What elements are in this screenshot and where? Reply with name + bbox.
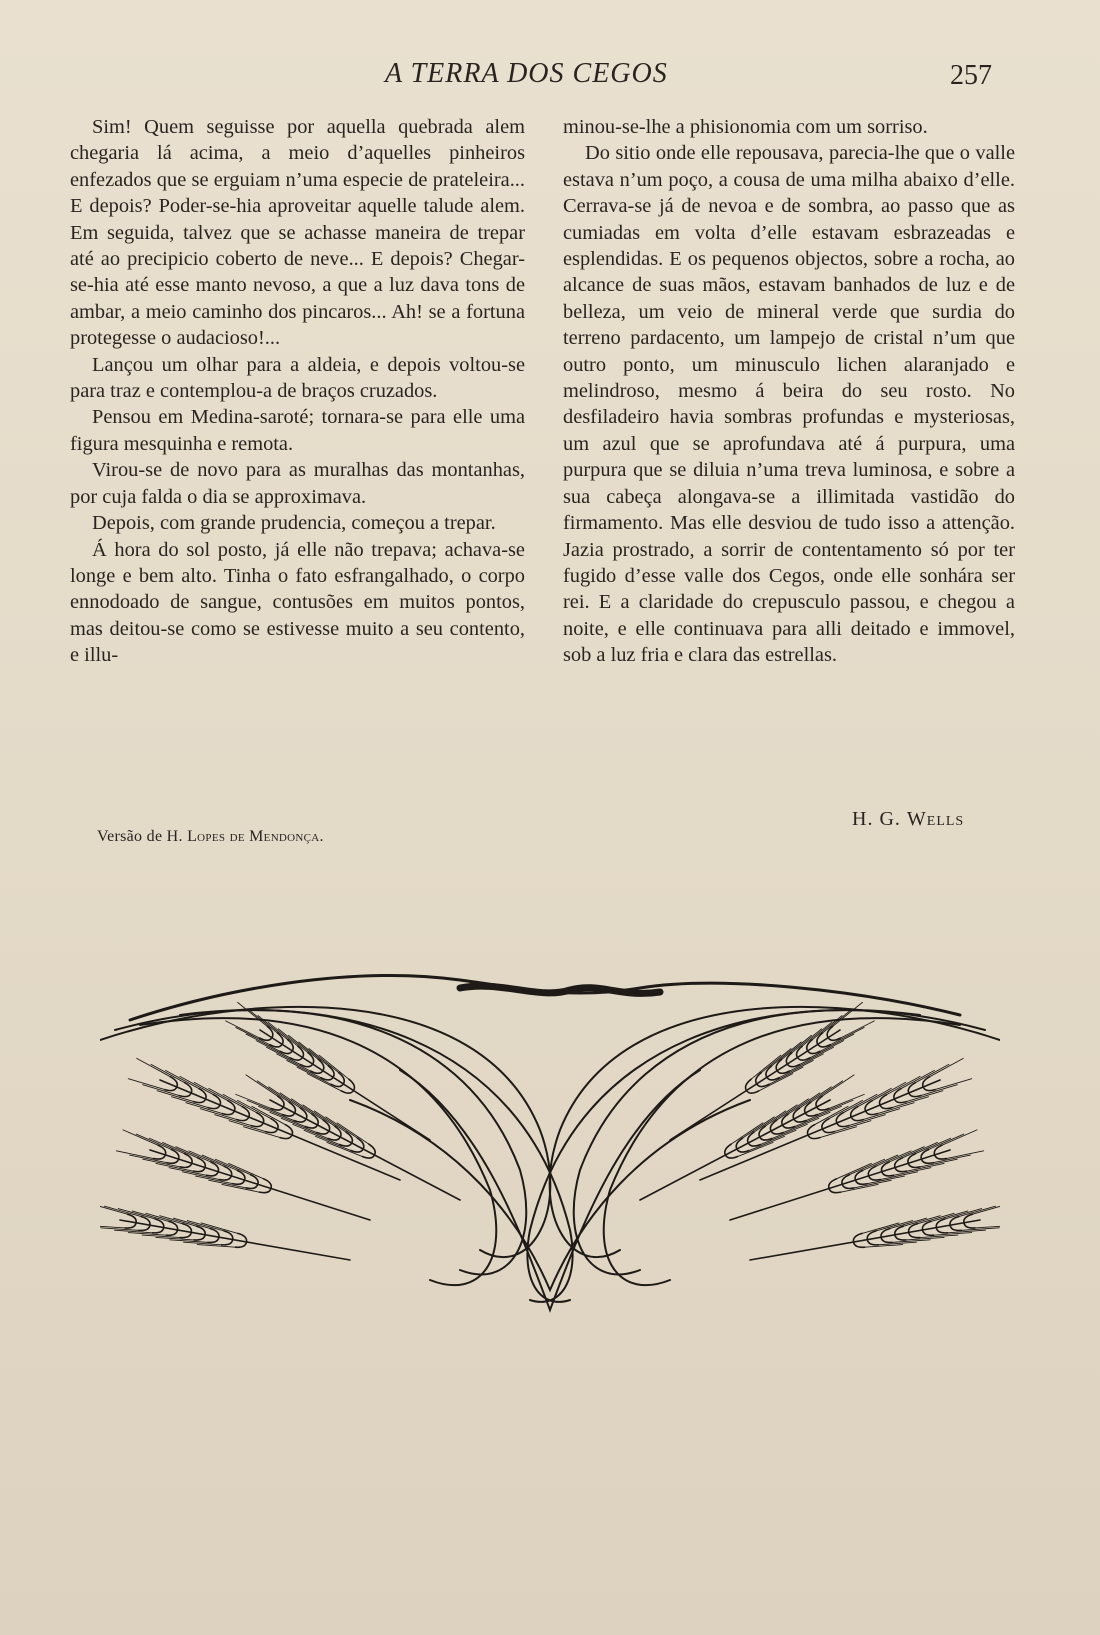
- wheat-awn: [772, 1124, 807, 1138]
- wheat-grain: [794, 1119, 806, 1122]
- wheat-awn: [779, 1060, 813, 1077]
- wheat-awn: [156, 1237, 194, 1240]
- wheat-grain: [895, 1168, 907, 1172]
- wheat-stem: [260, 1030, 430, 1140]
- wheat-awn: [945, 1209, 982, 1219]
- wheat-grain: [139, 1225, 150, 1230]
- wheat-grain: [222, 1240, 233, 1245]
- paragraph: Pensou em Medina-saroté; tornara-se para elle uma figura mesquinha e remota.: [70, 406, 525, 455]
- wheat-awn: [187, 1221, 224, 1231]
- wheat-awn: [934, 1233, 972, 1236]
- wheat-grain: [154, 1155, 166, 1159]
- wheat-awn: [142, 1235, 180, 1238]
- wheat-grain: [895, 1235, 906, 1240]
- wheat-awn: [287, 1060, 321, 1077]
- wheat-awn: [872, 1082, 906, 1100]
- translator-name: Lopes de Mendonça.: [187, 828, 324, 845]
- wheat-grain: [246, 1184, 258, 1188]
- wheat-awn: [277, 1054, 311, 1071]
- ornament-arc: [574, 1010, 985, 1274]
- wheat-grain: [235, 1242, 246, 1247]
- wheat-grain: [726, 1155, 738, 1158]
- author-attribution: [852, 808, 964, 831]
- paragraph: Virou-se de novo para as muralhas das montanhas, por cuja falda o dia se approximava.: [70, 459, 525, 508]
- wheat-awn: [257, 1081, 289, 1102]
- wheat-awn: [246, 1034, 280, 1051]
- wheat-grain: [194, 1235, 205, 1240]
- wheat-awn: [173, 1218, 210, 1228]
- wheat-awn: [223, 1094, 257, 1112]
- wheat-grain: [881, 1237, 892, 1242]
- wheat-grain: [829, 1189, 841, 1193]
- wheat-awn: [137, 1058, 171, 1076]
- wheat-grain: [251, 1123, 263, 1127]
- wheat-awn: [166, 1070, 200, 1088]
- wheat-stem: [270, 1100, 460, 1200]
- wheat-grain: [331, 1084, 343, 1087]
- wheat-grain: [222, 1111, 234, 1115]
- wheat-awn: [307, 1074, 341, 1091]
- wheat-grain: [317, 1131, 329, 1134]
- wheat-awn: [892, 1240, 930, 1243]
- wheat-grain: [220, 1176, 232, 1180]
- wheat-grain: [921, 1159, 933, 1163]
- wheat-awn: [738, 1142, 773, 1156]
- wheat-grain: [748, 1143, 760, 1146]
- wheat-grain: [280, 1051, 292, 1054]
- wheat-awn: [209, 1088, 243, 1106]
- wheat-grain: [351, 1149, 363, 1152]
- wheat-grain: [908, 1163, 920, 1167]
- wheat-awn: [843, 1094, 877, 1112]
- wheat-awn: [930, 1058, 964, 1076]
- wheat-grain: [923, 1230, 934, 1235]
- wheat-awn: [136, 1134, 171, 1149]
- wheat-grain: [936, 1228, 947, 1233]
- wheat-grain: [153, 1228, 164, 1233]
- wheat-awn: [118, 1209, 155, 1219]
- wheat-grain: [818, 1044, 830, 1047]
- wheat-grain: [125, 1223, 136, 1228]
- wheat-awn: [858, 1088, 892, 1106]
- wheat-awn: [316, 1136, 351, 1150]
- wheat-awn: [769, 1067, 803, 1084]
- wheat-grain: [817, 1107, 829, 1110]
- wheat-awn: [876, 1221, 913, 1231]
- ornament-arc: [115, 1010, 526, 1274]
- wheat-grain: [909, 1232, 920, 1237]
- wheat-grain: [866, 1111, 878, 1115]
- wheat-awn: [184, 1242, 222, 1245]
- wheat-grain: [822, 1129, 834, 1133]
- wheat-awn: [201, 1223, 238, 1233]
- wheat-awn: [170, 1240, 208, 1243]
- wheat-grain: [854, 1242, 865, 1247]
- wheat-grain: [166, 1230, 177, 1235]
- wheat-awn: [238, 1002, 268, 1026]
- wheat-grain: [783, 1125, 795, 1128]
- wheat-awn: [226, 1021, 260, 1038]
- wheat-grain: [167, 1159, 179, 1163]
- wheat-awn: [878, 1242, 916, 1245]
- running-head: [0, 58, 1100, 98]
- wheat-grain: [341, 1091, 353, 1094]
- wheat-stem: [150, 1150, 370, 1220]
- translation-credit: [97, 828, 324, 846]
- credit-prefix: Versão de H.: [97, 828, 183, 845]
- wheat-awn: [917, 1213, 954, 1223]
- wheat-grain: [165, 1087, 177, 1091]
- wheat-grain: [340, 1143, 352, 1146]
- wheat-grain: [311, 1071, 323, 1074]
- page-number: 257: [950, 60, 992, 91]
- wheat-grain: [179, 1093, 191, 1097]
- wheat-awn: [160, 1216, 197, 1226]
- wheat-awn: [840, 1021, 874, 1038]
- wheat-awn: [947, 1230, 985, 1233]
- wheat-awn: [101, 1228, 139, 1231]
- paragraph: Sim! Quem seguisse por aquella quebrada alem chegaria lá acima, a meio d’aquelles pinheiros enfezados que se erguiam n’uma especie de prateleira... E depois? Poder-se-hia aproveitar aquelle talude alem. Em seguida, talvez que se achasse maneira de trepar até ao precipicio coberto de neve... E depois? Chegar-se-hia até esse manto nevoso, a que a luz dava tons de ambar, a meio caminho dos pincaros... Ah! se a fortuna protegesse o audacioso!...: [70, 116, 525, 350]
- wheat-grain: [270, 1044, 282, 1047]
- wheat-grain: [808, 1135, 820, 1139]
- wheat-grain: [294, 1119, 306, 1122]
- wheat-grain: [771, 1131, 783, 1134]
- wheat-grain: [798, 1058, 810, 1061]
- paragraph: Depois, com grande prudencia, começou a trepar.: [92, 512, 496, 535]
- wheat-awn: [961, 1228, 999, 1231]
- wheat-awn: [115, 1230, 153, 1233]
- wheat-awn: [327, 1142, 362, 1156]
- wheat-awn: [822, 1075, 854, 1096]
- wheat-stem: [730, 1150, 950, 1220]
- wheat-awn: [865, 1245, 903, 1248]
- wheat-awn: [132, 1211, 169, 1221]
- wheat-awn: [293, 1124, 328, 1138]
- wheat-grain: [894, 1099, 906, 1103]
- wheat-awn: [247, 1100, 282, 1114]
- wheat-awn: [811, 1081, 843, 1102]
- wheat-ears-ornament-icon: [100, 970, 1000, 1350]
- wheat-grain: [923, 1087, 935, 1091]
- wheat-grain: [328, 1137, 340, 1140]
- wheat-awn: [820, 1034, 854, 1051]
- wheat-awn: [146, 1213, 183, 1223]
- author-surname: Wells: [906, 808, 965, 830]
- wheat-grain: [805, 1113, 817, 1116]
- right-column: [563, 114, 1015, 669]
- wheat-awn: [749, 1136, 784, 1150]
- wheat-grain: [935, 1155, 947, 1159]
- wheat-grain: [882, 1172, 894, 1176]
- wheat-grain: [194, 1099, 206, 1103]
- author-initials: H. G.: [852, 808, 901, 830]
- wheat-awn: [246, 1075, 278, 1096]
- wheat-grain: [828, 1038, 840, 1041]
- wheat-grain: [837, 1123, 849, 1127]
- wheat-awn: [810, 1041, 844, 1058]
- paragraph: minou-se-lhe a phisionomia com um sorriso.: [563, 116, 928, 138]
- wheat-stem: [640, 1100, 830, 1200]
- wheat-grain: [869, 1176, 881, 1180]
- wheat-grain: [207, 1172, 219, 1176]
- wheat-grain: [208, 1105, 220, 1109]
- wheat-grain: [767, 1077, 779, 1080]
- wheat-grain: [260, 1038, 272, 1041]
- wheat-grain: [362, 1155, 374, 1158]
- wheat-awn: [890, 1218, 927, 1228]
- wheat-awn: [256, 1041, 290, 1058]
- wheat-awn: [151, 1064, 185, 1082]
- wheat-grain: [271, 1107, 283, 1110]
- wheat-awn: [236, 1027, 270, 1044]
- wheat-awn: [128, 1233, 166, 1236]
- wheat-grain: [737, 1149, 749, 1152]
- wheat-awn: [862, 1223, 899, 1233]
- wheat-grain: [950, 1225, 961, 1230]
- wheat-awn: [931, 1211, 968, 1221]
- wheat-grain: [760, 1137, 772, 1140]
- wheat-stem: [120, 1220, 350, 1260]
- wheat-grain: [301, 1064, 313, 1067]
- wheat-grain: [777, 1071, 789, 1074]
- wheat-grain: [266, 1129, 278, 1133]
- wheat-awn: [180, 1076, 214, 1094]
- wheat-awn: [901, 1070, 935, 1088]
- wheat-grain: [909, 1093, 921, 1097]
- wheat-grain: [808, 1051, 820, 1054]
- wheat-awn: [887, 1076, 921, 1094]
- wheat-grain: [180, 1163, 192, 1167]
- wheat-awn: [830, 1027, 864, 1044]
- wheat-awn: [946, 1151, 983, 1159]
- wheat-stem: [750, 1220, 980, 1260]
- wheat-grain: [851, 1117, 863, 1121]
- wheat-awn: [194, 1082, 228, 1100]
- wheat-awn: [929, 1134, 964, 1149]
- wheat-grain: [208, 1237, 219, 1242]
- wheat-awn: [942, 1130, 977, 1145]
- wheat-awn: [799, 1047, 833, 1064]
- wheat-awn: [817, 1100, 852, 1114]
- wheat-grain: [305, 1125, 317, 1128]
- wheat-awn: [906, 1237, 944, 1240]
- wheat-awn: [123, 1130, 158, 1145]
- wheat-awn: [116, 1151, 153, 1159]
- wheat-grain: [842, 1184, 854, 1188]
- wheat-awn: [789, 1054, 823, 1071]
- paragraph: Á hora do sol posto, já elle não trepava; achava-se longe e bem alto. Tinha o fato esfrangalhado, o corpo ennodoado de sangue, contusões em muitos pontos, mas deitou-se como se estivesse muito a seu contento, e illu-: [70, 538, 525, 667]
- wheat-grain: [290, 1058, 302, 1061]
- wheat-awn: [915, 1064, 949, 1082]
- running-title: A TERRA DOS CEGOS: [385, 58, 668, 89]
- ornament-top-band-thick: [460, 986, 660, 993]
- wheat-grain: [747, 1091, 759, 1094]
- wheat-awn: [104, 1206, 141, 1216]
- wheat-awn: [904, 1216, 941, 1226]
- wheat-grain: [283, 1113, 295, 1116]
- wheat-awn: [197, 1245, 235, 1248]
- wheat-grain: [237, 1117, 249, 1121]
- paragraph: Do sitio onde elle repousava, parecia-lhe que o valle estava n’um poço, a cousa de uma milha abaixo d’elle. Cerrava-se já de nevoa e de sombra, ao passo que as cumiadas em volta d’elle estavam esbrazeadas e esplendidas. E os pequenos objectos, sobre a rocha, ao alcance de suas mãos, estavam banhados de luz e de belleza, um veio de mineral verde que surdia do terreno pardacento, um lampejo de cristal n’um que outro ponto, um minusculo lichen alaranjado e melindroso, mesmo á beira do seu rosto. No desfiladeiro havia sombras profundas e mysteriosas, um azul que se aprofundava até á purpura, uma purpura que se diluia n’uma treva luminosa, e sobre a sua cabeça alongava-se a illimitada vastidão do firmamento. Mas elle desviou de tudo isso a attenção. Jazia prostrado, a sorrir de contentamento só por ter fugido d’esse valle dos Cegos, onde elle sonhára ser rei. E a claridade do crepusculo passou, e chegou a noite, e elle continuava para alli deitado e immovel, sob a luz fria e clara das estrellas.: [563, 142, 1015, 667]
- wheat-grain: [757, 1084, 769, 1087]
- wheat-awn: [297, 1067, 331, 1084]
- wheat-grain: [880, 1105, 892, 1109]
- wheat-awn: [266, 1047, 300, 1064]
- wheat-grain: [180, 1232, 191, 1237]
- wheat-grain: [259, 1189, 271, 1193]
- wheat-grain: [280, 1135, 292, 1139]
- paragraph: Lançou um olhar para a aldeia, e depois voltou-se para traz e contemplou-a de braços cruzados.: [70, 353, 525, 403]
- wheat-awn: [759, 1074, 793, 1091]
- wheat-grain: [855, 1180, 867, 1184]
- wheat-grain: [867, 1240, 878, 1245]
- wheat-grain: [321, 1077, 333, 1080]
- wheat-grain: [964, 1223, 975, 1228]
- wheat-grain: [233, 1180, 245, 1184]
- wheat-awn: [920, 1235, 958, 1238]
- wheat-grain: [193, 1168, 205, 1172]
- wheat-awn: [833, 1002, 863, 1026]
- wheat-stem: [670, 1030, 840, 1140]
- wheat-awn: [959, 1206, 996, 1216]
- ornament-top-band: [130, 976, 960, 1020]
- left-column: [70, 114, 525, 669]
- wheat-grain: [787, 1064, 799, 1067]
